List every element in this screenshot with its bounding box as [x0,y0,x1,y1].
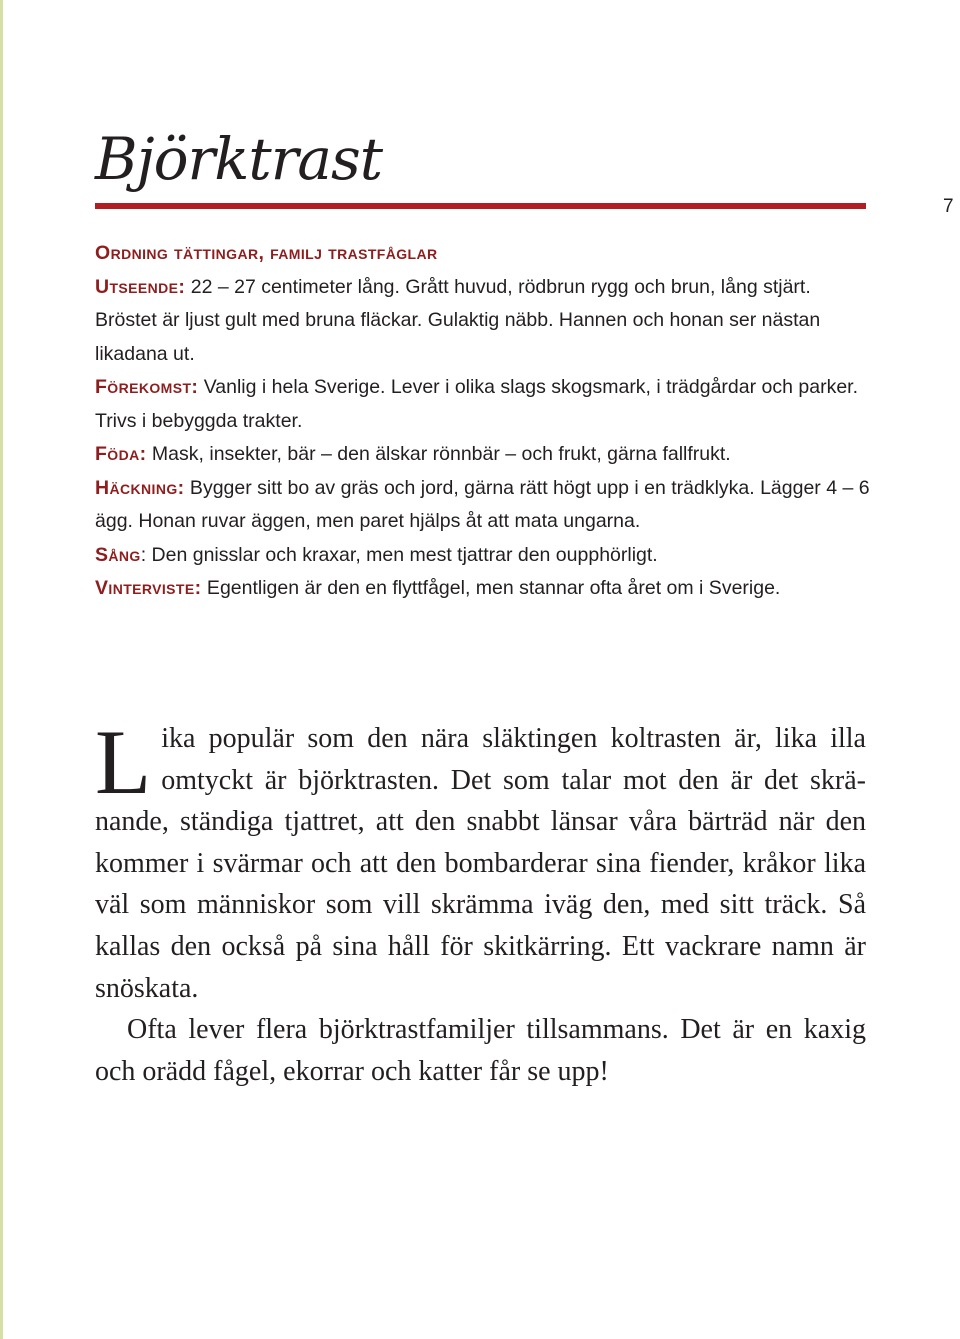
narrative-paragraph-1-text: ika populär som den nära släktingen koltrasten är, lika illa omtyckt är björktrasten. Det som talar mot den är det skrä-nande, ständiga tjattret, att den snabbt länsar våra bärträd när den kommer i svärmar och att den bombarderar sina fiender, kråkor lika väl som människor som vill skrämma iväg den, med sitt träck. Så kallas den också på sina håll för skitkärring. Ett vackrare namn är snöskata. [95,723,866,1004]
narrative-paragraph-1 [95,711,866,1009]
fact-occurrence-label: Förekomst: [95,376,199,398]
page-title: Björktrast [95,125,383,193]
fact-occurrence-text: Vanlig i hela Sverige. Lever i olika slags skogsmark, i trädgårdar och parker. Trivs i bebyggda trakter. [95,376,859,432]
page-number: 7 [943,196,954,217]
fact-wintering-label: Vinterviste: [95,577,202,599]
fact-song [95,539,870,573]
fact-order [95,237,870,271]
fact-wintering-text: Egentligen är den en flyttfågel, men stannar ofta året om i Sverige. [201,577,781,599]
title-divider [95,203,866,209]
fact-food [95,438,870,472]
fact-food-label: Föda: [95,443,147,465]
page-edge-strip [0,0,3,1339]
fact-order-label: Ordning tättingar, familj trastfåglar [95,242,438,264]
fact-box [95,237,870,606]
narrative-text [95,711,866,1092]
fact-breeding-label: Häckning: [95,476,185,499]
fact-breeding-text: Bygger sitt bo av gräs och jord, gärna rätt högt upp i en trädklyka. Lägger 4 – 6 ägg. Honan ruvar äggen, men paret hjälps åt att mata ungarna. [95,476,870,532]
fact-song-label: Sång [95,543,141,566]
fact-food-text: Mask, insekter, bär – den älskar rönnbär – och frukt, gärna fallfrukt. [146,443,731,465]
fact-breeding [95,472,870,539]
fact-wintering [95,572,870,606]
fact-occurrence [95,371,870,438]
drop-cap: L [95,711,152,813]
fact-song-text: : Den gnisslar och kraxar, men mest tjattrar den oupphörligt. [140,543,658,566]
fact-appearance-text: 22 – 27 centimeter lång. Grått huvud, rödbrun rygg och brun, lång stjärt. Bröstet är ljust gult med bruna fläckar. Gulaktig näbb. Hannen och honan ser nästan likadana ut. [95,275,821,365]
narrative-paragraph-2: Ofta lever flera björktrastfamiljer tillsammans. Det är en kaxig och orädd fågel, ekorrar och katter får se upp! [95,1014,866,1087]
fact-appearance [95,271,870,372]
fact-appearance-label: Utseende: [95,275,186,298]
